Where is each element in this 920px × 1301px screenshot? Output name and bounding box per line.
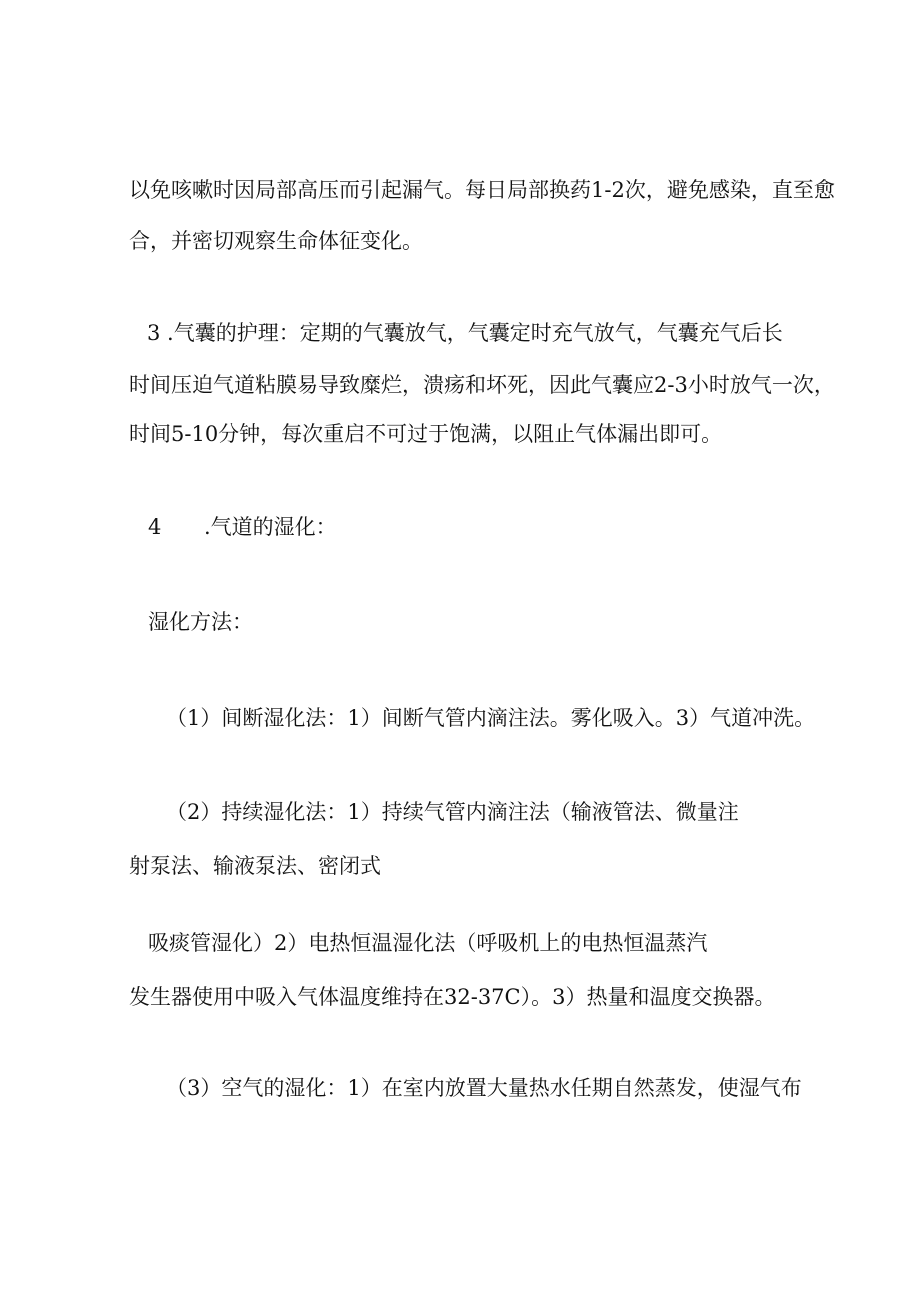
- section-3-heading-line: 3 .气囊的护理：定期的气囊放气，气囊定时充气放气，气囊充气后长: [147, 321, 783, 345]
- humidification-methods-label: 湿化方法：: [148, 610, 253, 634]
- section-4-title: .气道的湿化：: [204, 515, 337, 539]
- section-4-number: 4: [148, 515, 162, 539]
- paragraph-line: 时间压迫气道粘膜易导致糜烂，溃疡和坏死，因此气囊应2-3小时放气一次，: [129, 373, 835, 397]
- paragraph-line: 合，并密切观察生命体征变化。: [129, 229, 423, 253]
- paragraph-line: 发生器使用中吸入气体温度维持在32-37C）。3）热量和温度交换器。: [129, 985, 776, 1009]
- method-2-line: （2）持续湿化法：1）持续气管内滴注法（输液管法、微量注: [166, 800, 739, 824]
- paragraph-line: 吸痰管湿化）2）电热恒温湿化法（呼吸机上的电热恒温蒸汽: [148, 931, 708, 955]
- paragraph-line: 射泵法、输液泵法、密闭式: [129, 854, 381, 878]
- method-3-line: （3）空气的湿化：1）在室内放置大量热水任期自然蒸发，使湿气布: [166, 1076, 802, 1100]
- paragraph-line: 以免咳嗽时因局部高压而引起漏气。每日局部换药1-2次，避免感染，直至愈: [129, 178, 835, 202]
- section-4-heading: [148, 512, 337, 542]
- paragraph-line: 时间5-10分钟，每次重启不可过于饱满，以阻止气体漏出即可。: [129, 422, 723, 446]
- method-1-line: （1）间断湿化法：1）间断气管内滴注法。雾化吸入。3）气道冲洗。: [166, 706, 816, 730]
